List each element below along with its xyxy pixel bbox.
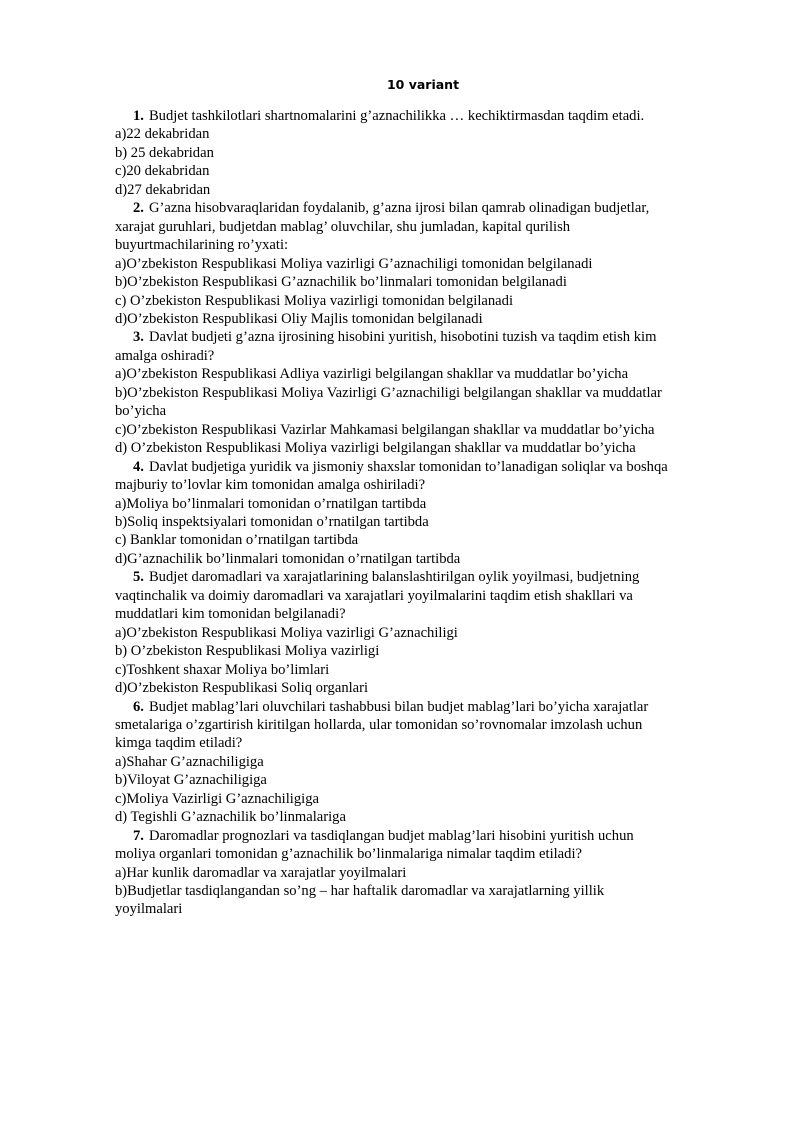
question-block — [115, 568, 675, 697]
document-title: 10 variant — [386, 77, 460, 92]
answer-option: a)O’zbekiston Respublikasi Moliya vazirligi G’aznachiligi — [115, 624, 458, 641]
question-text: Budjet tashkilotlari shartnomalarini g’aznachilikka … kechiktirmasdan taqdim etadi. — [148, 108, 645, 124]
answer-option: a)O’zbekiston Respublikasi Adliya vazirligi belgilangan shakllar va muddatlar bo’yicha — [115, 366, 629, 383]
answer-option: c) O’zbekiston Respublikasi Moliya vazirligi tomonidan belgilanadi — [115, 292, 514, 309]
answer-option: b) 25 dekabridan — [115, 144, 214, 161]
question-number: 5. — [133, 569, 144, 586]
question-number: 6. — [133, 698, 144, 715]
answer-option: b)O’zbekiston Respublikasi Moliya Vazirligi G’aznachiligi belgilangan shakllar va muddatlar bo’yicha — [115, 384, 662, 420]
question-number: 4. — [133, 458, 144, 475]
question-block — [115, 698, 675, 827]
answer-option: b)Viloyat G’aznachiligiga — [115, 772, 267, 789]
question-text: Budjet daromadlari va xarajatlarining balanslashtirilgan oylik yoyilmasi, budjetning vaqtinchalik va doimiy daromadlari va xarajatlari yoyilmalarini taqdim etish shakllari va muddatlari kim tomonidan belgilanadi? — [115, 569, 640, 623]
question-block — [115, 458, 675, 569]
answer-option: c) Banklar tomonidan o’rnatilgan tartibda — [115, 532, 359, 549]
question-text: Davlat budjeti g’azna ijrosining hisobini yuritish, hisobotini tuzish va taqdim etish kim amalga oshiradi? — [115, 329, 657, 364]
question-block — [115, 827, 675, 919]
question-number: 1. — [133, 108, 144, 124]
question-block — [115, 328, 675, 457]
answer-option: b)Soliq inspektsiyalari tomonidan o’rnatilgan tartibda — [115, 513, 429, 530]
answer-option: d)G’aznachilik bo’linmalari tomonidan o’rnatilgan tartibda — [115, 550, 461, 567]
answer-option: d) O’zbekiston Respublikasi Moliya vazirligi belgilangan shakllar va muddatlar bo’yicha — [115, 440, 636, 457]
answer-option: c)Toshkent shaxar Moliya bo’limlari — [115, 661, 330, 678]
question-block — [115, 199, 675, 328]
question-list — [115, 107, 675, 919]
question-number: 7. — [133, 827, 144, 844]
answer-option: b)O’zbekiston Respublikasi G’aznachilik bo’linmalari tomonidan belgilanadi — [115, 274, 567, 291]
answer-option: a)Moliya bo’linmalari tomonidan o’rnatilgan tartibda — [115, 495, 427, 512]
answer-option: a)22 dekabridan — [115, 126, 210, 143]
question-number: 2. — [133, 200, 144, 217]
answer-option: c)O’zbekiston Respublikasi Vazirlar Mahkamasi belgilangan shakllar va muddatlar bo’yicha — [115, 421, 655, 438]
question-text: G’azna hisobvaraqlaridan foydalanib, g’azna ijrosi bilan qamrab olinadigan budjetlar, xarajat guruhlari, budjetdan mablag’ oluvchilar, shu jumladan, kapital qurilish buyurtmachilarining ro’yxati: — [115, 200, 650, 254]
question-block — [115, 107, 675, 199]
answer-option: a)O’zbekiston Respublikasi Moliya vazirligi G’aznachiligi tomonidan belgilanadi — [115, 255, 593, 272]
answer-option: a)Har kunlik daromadlar va xarajatlar yoyilmalari — [115, 864, 407, 881]
answer-option: d)27 dekabridan — [115, 181, 211, 198]
answer-option: b)Budjetlar tasdiqlangandan so’ng – har haftalik daromadlar va xarajatlarning yillik yoyilmalari — [115, 883, 605, 918]
answer-option: b) O’zbekiston Respublikasi Moliya vazirligi — [115, 643, 380, 660]
answer-option: c)Moliya Vazirligi G’aznachiligiga — [115, 790, 319, 807]
question-text: Davlat budjetiga yuridik va jismoniy shaxslar tomonidan to’lanadigan soliqlar va boshqa majburiy to’lovlar kim tomonidan amalga oshiriladi? — [115, 458, 668, 494]
answer-option: d)O’zbekiston Respublikasi Soliq organlari — [115, 680, 369, 697]
question-text: Budjet mablag’lari oluvchilari tashabbusi bilan budjet mablag’lari bo’yicha xarajatlar smetalariga o’zgartirish kiritilgan hollarda, ular tomonidan so’rovnomalar imzolash uchun kimga taqdim etiladi? — [115, 698, 649, 752]
answer-option: d) Tegishli G’aznachilik bo’linmalariga — [115, 809, 346, 826]
question-number: 3. — [133, 329, 144, 346]
answer-option: a)Shahar G’aznachiligiga — [115, 753, 264, 770]
answer-option: d)O’zbekiston Respublikasi Oliy Majlis tomonidan belgilanadi — [115, 310, 483, 327]
question-text: Daromadlar prognozlari va tasdiqlangan budjet mablag’lari hisobini yuritish uchun moliya organlari tomonidan g’aznachilik bo’linmalariga nimalar taqdim etiladi? — [115, 827, 634, 863]
answer-option: c)20 dekabridan — [115, 163, 210, 180]
